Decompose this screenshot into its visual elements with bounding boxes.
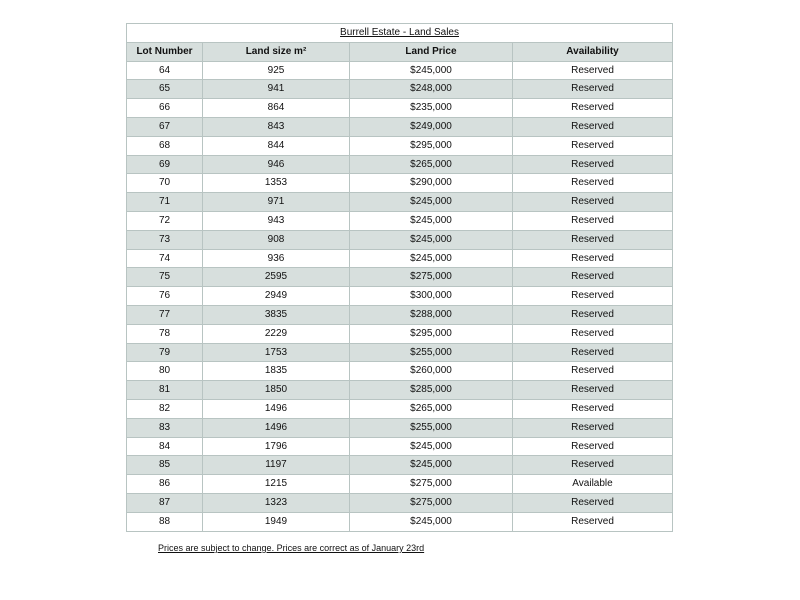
cell-availability: Reserved: [513, 381, 673, 400]
table-row: [127, 99, 673, 118]
table-row: [127, 287, 673, 306]
table-row: [127, 475, 673, 494]
cell-land-price: $245,000: [350, 456, 513, 475]
cell-land-price: $245,000: [350, 230, 513, 249]
table-title: Burrell Estate - Land Sales: [127, 24, 673, 43]
cell-land-price: $265,000: [350, 399, 513, 418]
cell-availability: Reserved: [513, 324, 673, 343]
cell-lot-number: 67: [127, 117, 203, 136]
table-row: [127, 343, 673, 362]
cell-availability: Available: [513, 475, 673, 494]
cell-land-size: 1949: [203, 512, 350, 531]
cell-land-size: 1753: [203, 343, 350, 362]
cell-land-size: 971: [203, 193, 350, 212]
table-header-row: [127, 42, 673, 61]
cell-land-price: $255,000: [350, 343, 513, 362]
cell-availability: Reserved: [513, 512, 673, 531]
cell-availability: Reserved: [513, 193, 673, 212]
cell-lot-number: 79: [127, 343, 203, 362]
cell-availability: Reserved: [513, 399, 673, 418]
cell-lot-number: 66: [127, 99, 203, 118]
cell-availability: Reserved: [513, 456, 673, 475]
cell-lot-number: 85: [127, 456, 203, 475]
cell-availability: Reserved: [513, 211, 673, 230]
cell-availability: Reserved: [513, 80, 673, 99]
cell-land-price: $248,000: [350, 80, 513, 99]
cell-land-price: $260,000: [350, 362, 513, 381]
cell-land-price: $288,000: [350, 305, 513, 324]
cell-land-price: $245,000: [350, 249, 513, 268]
cell-land-size: 1215: [203, 475, 350, 494]
header-land-price: Land Price: [350, 42, 513, 61]
cell-land-size: 843: [203, 117, 350, 136]
cell-land-price: $265,000: [350, 155, 513, 174]
table-row: [127, 117, 673, 136]
cell-land-price: $245,000: [350, 211, 513, 230]
cell-land-size: 2595: [203, 268, 350, 287]
header-lot-number: Lot Number: [127, 42, 203, 61]
cell-availability: Reserved: [513, 343, 673, 362]
cell-availability: Reserved: [513, 174, 673, 193]
cell-land-size: 1835: [203, 362, 350, 381]
header-availability: Availability: [513, 42, 673, 61]
cell-land-size: 943: [203, 211, 350, 230]
cell-land-size: 1323: [203, 493, 350, 512]
cell-land-size: 1496: [203, 418, 350, 437]
cell-land-price: $295,000: [350, 324, 513, 343]
cell-land-price: $245,000: [350, 512, 513, 531]
cell-availability: Reserved: [513, 305, 673, 324]
cell-land-size: 1850: [203, 381, 350, 400]
cell-lot-number: 86: [127, 475, 203, 494]
cell-lot-number: 75: [127, 268, 203, 287]
land-sales-table: [126, 23, 673, 532]
cell-land-size: 2229: [203, 324, 350, 343]
table-row: [127, 512, 673, 531]
table-row: [127, 268, 673, 287]
table-row: [127, 80, 673, 99]
cell-lot-number: 87: [127, 493, 203, 512]
cell-lot-number: 82: [127, 399, 203, 418]
cell-lot-number: 76: [127, 287, 203, 306]
table-row: [127, 230, 673, 249]
table-row: [127, 136, 673, 155]
cell-availability: Reserved: [513, 61, 673, 80]
table-row: [127, 399, 673, 418]
cell-availability: Reserved: [513, 287, 673, 306]
cell-land-size: 936: [203, 249, 350, 268]
cell-lot-number: 64: [127, 61, 203, 80]
cell-lot-number: 83: [127, 418, 203, 437]
table-row: [127, 437, 673, 456]
cell-land-price: $235,000: [350, 99, 513, 118]
table-row: [127, 456, 673, 475]
cell-land-size: 1197: [203, 456, 350, 475]
cell-land-size: 941: [203, 80, 350, 99]
price-disclaimer-note: Prices are subject to change. Prices are correct as of January 23rd: [158, 543, 425, 553]
cell-availability: Reserved: [513, 362, 673, 381]
cell-land-price: $290,000: [350, 174, 513, 193]
cell-land-price: $300,000: [350, 287, 513, 306]
cell-lot-number: 78: [127, 324, 203, 343]
cell-land-size: 2949: [203, 287, 350, 306]
cell-land-price: $249,000: [350, 117, 513, 136]
cell-availability: Reserved: [513, 493, 673, 512]
cell-lot-number: 72: [127, 211, 203, 230]
cell-availability: Reserved: [513, 99, 673, 118]
cell-land-price: $245,000: [350, 193, 513, 212]
cell-lot-number: 73: [127, 230, 203, 249]
header-land-size: Land size m²: [203, 42, 350, 61]
cell-lot-number: 77: [127, 305, 203, 324]
cell-lot-number: 70: [127, 174, 203, 193]
cell-lot-number: 84: [127, 437, 203, 456]
cell-land-price: $245,000: [350, 437, 513, 456]
cell-land-size: 3835: [203, 305, 350, 324]
table-row: [127, 249, 673, 268]
cell-land-size: 925: [203, 61, 350, 80]
table-title-row: [127, 24, 673, 43]
table-row: [127, 174, 673, 193]
table-row: [127, 305, 673, 324]
table-row: [127, 381, 673, 400]
cell-land-size: 946: [203, 155, 350, 174]
cell-land-price: $255,000: [350, 418, 513, 437]
table-row: [127, 211, 673, 230]
cell-lot-number: 74: [127, 249, 203, 268]
cell-lot-number: 81: [127, 381, 203, 400]
table-row: [127, 493, 673, 512]
cell-land-size: 1496: [203, 399, 350, 418]
table-row: [127, 193, 673, 212]
cell-land-size: 844: [203, 136, 350, 155]
table-body: [127, 61, 673, 531]
cell-land-size: 1796: [203, 437, 350, 456]
cell-land-price: $275,000: [350, 475, 513, 494]
table-row: [127, 362, 673, 381]
table-row: [127, 155, 673, 174]
cell-land-price: $285,000: [350, 381, 513, 400]
cell-lot-number: 88: [127, 512, 203, 531]
cell-availability: Reserved: [513, 418, 673, 437]
land-sales-sheet: [126, 23, 672, 532]
table-row: [127, 418, 673, 437]
cell-availability: Reserved: [513, 117, 673, 136]
cell-land-size: 1353: [203, 174, 350, 193]
cell-lot-number: 69: [127, 155, 203, 174]
cell-availability: Reserved: [513, 249, 673, 268]
cell-availability: Reserved: [513, 268, 673, 287]
cell-land-price: $295,000: [350, 136, 513, 155]
cell-land-price: $275,000: [350, 268, 513, 287]
cell-lot-number: 68: [127, 136, 203, 155]
cell-land-size: 908: [203, 230, 350, 249]
cell-lot-number: 65: [127, 80, 203, 99]
cell-availability: Reserved: [513, 437, 673, 456]
cell-availability: Reserved: [513, 155, 673, 174]
table-row: [127, 61, 673, 80]
cell-land-price: $245,000: [350, 61, 513, 80]
table-row: [127, 324, 673, 343]
cell-availability: Reserved: [513, 230, 673, 249]
cell-land-size: 864: [203, 99, 350, 118]
cell-land-price: $275,000: [350, 493, 513, 512]
cell-availability: Reserved: [513, 136, 673, 155]
cell-lot-number: 71: [127, 193, 203, 212]
cell-lot-number: 80: [127, 362, 203, 381]
